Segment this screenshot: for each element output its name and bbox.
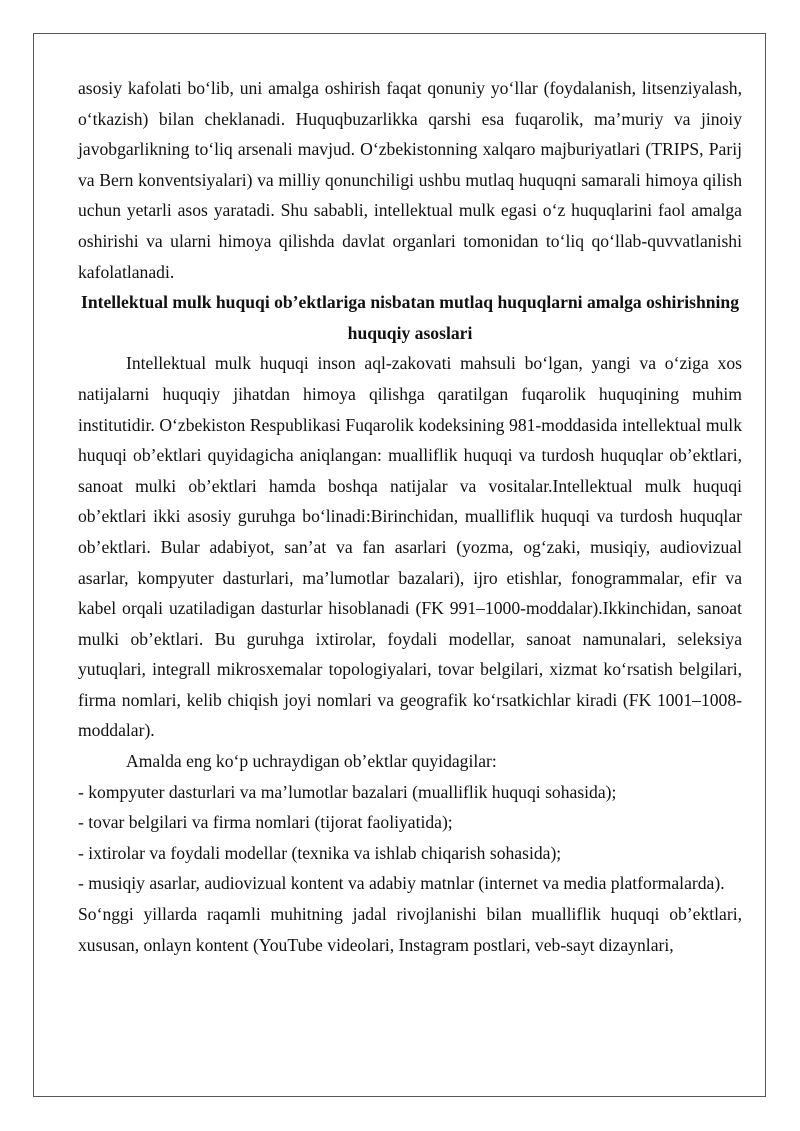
section-heading: Intellektual mulk huquqi ob’ektlariga nisbatan mutlaq huquqlarni amalga oshirishning huquqiy asoslari	[80, 292, 739, 343]
paragraph-digital: So‘nggi yillarda raqamli muhitning jadal rivojlanishi bilan mualliflik huquqi ob’ektlari, xususan, onlayn kontent (YouTube videolari, Instagram postlari, veb-sayt dizaynlari,	[78, 904, 742, 955]
document-body	[78, 73, 742, 960]
list-item: - ixtirolar va foydali modellar (texnika va ishlab chiqarish sohasida);	[78, 842, 562, 863]
paragraph-common-objects: Amalda eng ko‘p uchraydigan ob’ektlar quyidagilar:	[126, 751, 497, 772]
paragraph-intro: asosiy kafolati bo‘lib, uni amalga oshirish faqat qonuniy yo‘llar (foydalanish, litsenziyalash, o‘tkazish) bilan cheklanadi. Huquqbuzarlikka qarshi esa fuqarolik, ma’muriy va jinoiy javobgarlikning to‘liq arsenali mavjud. O‘zbekistonning xalqaro majburiyatlari (TRIPS, Parij va Bern konventsiyalari) va milliy qonunchiligi ushbu mutlaq huquqni samarali himoya qilish uchun yetarli asos yaratadi. Shu sababli, intellektual mulk egasi o‘z huquqlarini faol amalga oshirishi va ularni himoya qilishda davlat organlari tomonidan to‘liq qo‘llab-quvvatlanishi kafolatlanadi.	[78, 78, 742, 282]
list-item: - musiqiy asarlar, audiovizual kontent va adabiy matnlar (internet va media platformalarda).	[78, 873, 725, 894]
list-item: - kompyuter dasturlari va ma’lumotlar bazalari (mualliflik huquqi sohasida);	[78, 781, 617, 802]
paragraph-objects: Intellektual mulk huquqi inson aql-zakovati mahsuli bo‘lgan, yangi va o‘ziga xos natijalarni huquqiy jihatdan himoya qilishga qaratilgan fuqarolik huquqining muhim institutidir. O‘zbekiston Respublikasi Fuqarolik kodeksining 981-moddasida intellektual mulk huquqi ob’ektlari quyidagicha aniqlangan: mualliflik huquqi va turdosh huquqlar ob’ektlari, sanoat mulki ob’ektlari hamda boshqa natijalar va vositalar.Intellektual mulk huquqi ob’ektlari ikki asosiy guruhga bo‘linadi:Birinchidan, mualliflik huquqi va turdosh huquqlar ob’ektlari. Bular adabiyot, san’at va fan asarlari (yozma, og‘zaki, musiqiy, audiovizual asarlar, kompyuter dasturlari, ma’lumotlar bazalari), ijro etishlar, fonogrammalar, efir va kabel orqali uzatiladigan dasturlar hisoblanadi (FK 991–1000-moddalar).Ikkinchidan, sanoat mulki ob’ektlari. Bu guruhga ixtirolar, foydali modellar, sanoat namunalari, seleksiya yutuqlari, integrall mikrosxemalar topologiyalari, tovar belgilari, xizmat ko‘rsatish belgilari, firma nomlari, kelib chiqish joyi nomlari va geografik ko‘rsatkichlar kiradi (FK 1001–1008-moddalar).	[78, 353, 742, 741]
list-item: - tovar belgilari va firma nomlari (tijorat faoliyatida);	[78, 812, 453, 833]
